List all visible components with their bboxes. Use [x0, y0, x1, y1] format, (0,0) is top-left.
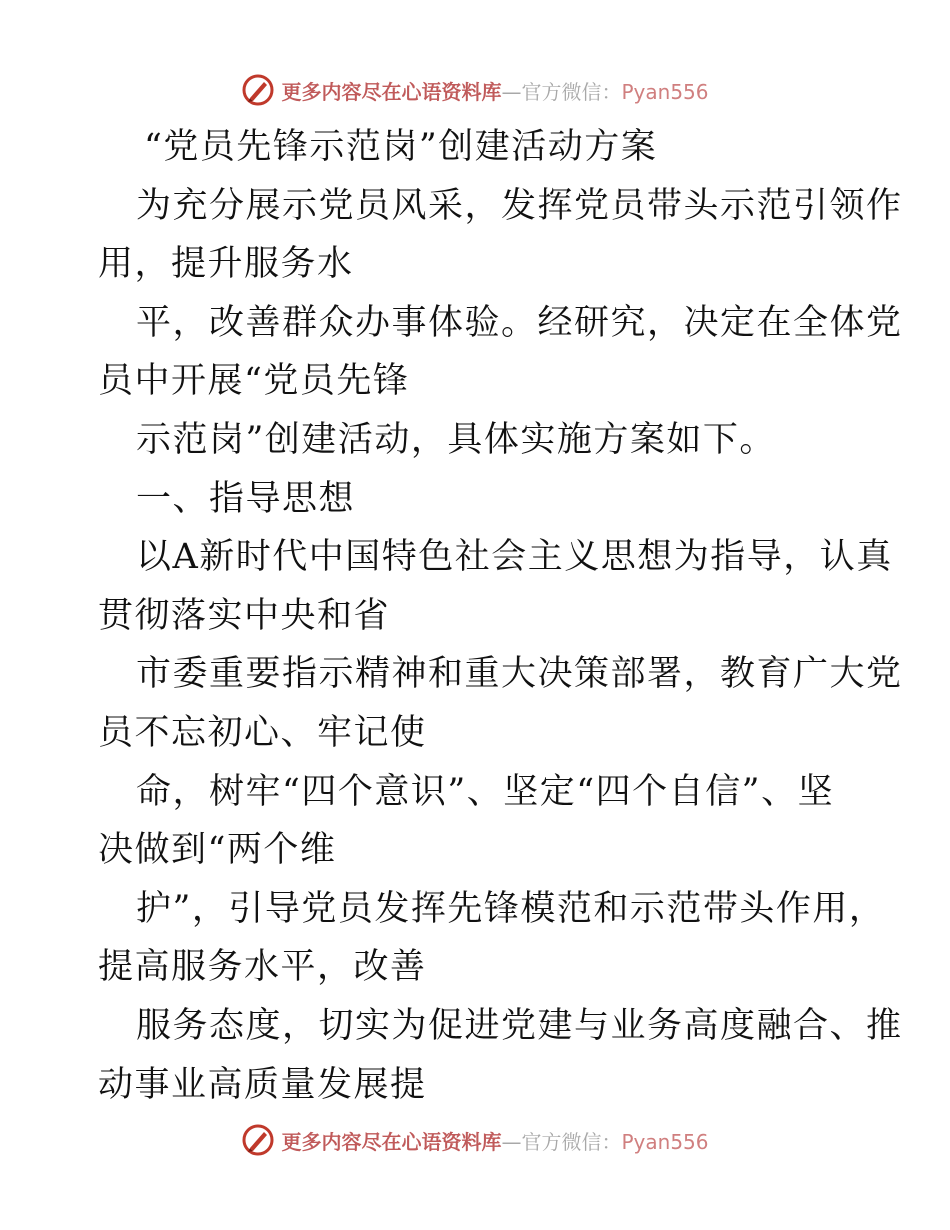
paragraph-line: 市委重要指示精神和重大决策部署，教育广大党 — [136, 654, 903, 695]
header-watermark — [0, 72, 950, 108]
pen-logo-icon — [241, 1123, 275, 1157]
section-heading: 一、指导思想 — [136, 478, 356, 519]
document-body — [98, 118, 903, 1114]
paragraph-line: 为充分展示党员风采，发挥党员带头示范引领作 — [136, 185, 903, 226]
watermark-separator: — — [501, 1129, 522, 1154]
paragraph-line: 动事业高质量发展提 — [98, 1064, 427, 1105]
document-title: “党员先锋示范岗”创建活动方案 — [144, 127, 658, 167]
watermark-brand: 更多内容尽在心语资料库 — [281, 1129, 502, 1154]
paragraph-line: 用，提升服务水 — [98, 244, 354, 285]
footer-watermark — [0, 1122, 950, 1158]
paragraph-line: 平，改善群众办事体验。经研究，决定在全体党 — [136, 302, 903, 343]
paragraph-line: 护”，引导党员发挥先锋模范和示范带头作用， — [136, 888, 886, 929]
watermark-id: Pyan556 — [621, 1129, 709, 1154]
paragraph-line: 员不忘初心、牢记使 — [98, 712, 427, 753]
watermark-id: Pyan556 — [621, 79, 709, 104]
watermark-official: 官方微信： — [521, 1129, 622, 1154]
watermark-brand: 更多内容尽在心语资料库 — [281, 79, 502, 104]
paragraph-line: 命，树牢“四个意识”、坚定“四个自信”、坚 — [136, 771, 835, 812]
watermark-text — [281, 1126, 708, 1155]
pen-logo-icon — [241, 73, 275, 107]
paragraph-line: 服务态度，切实为促进党建与业务高度融合、推 — [136, 1005, 903, 1046]
paragraph-line: 决做到“两个维 — [98, 830, 337, 871]
paragraph-line: 以A新时代中国特色社会主义思想为指导，认真 — [136, 537, 893, 578]
watermark-separator: — — [501, 79, 522, 104]
paragraph-line: 贯彻落实中央和省 — [98, 595, 391, 636]
paragraph-line: 提高服务水平，改善 — [98, 947, 427, 988]
watermark-text — [281, 76, 708, 105]
paragraph-line: 示范岗”创建活动，具体实施方案如下。 — [136, 419, 776, 460]
watermark-official: 官方微信： — [521, 79, 622, 104]
paragraph-line: 员中开展“党员先锋 — [98, 361, 410, 402]
